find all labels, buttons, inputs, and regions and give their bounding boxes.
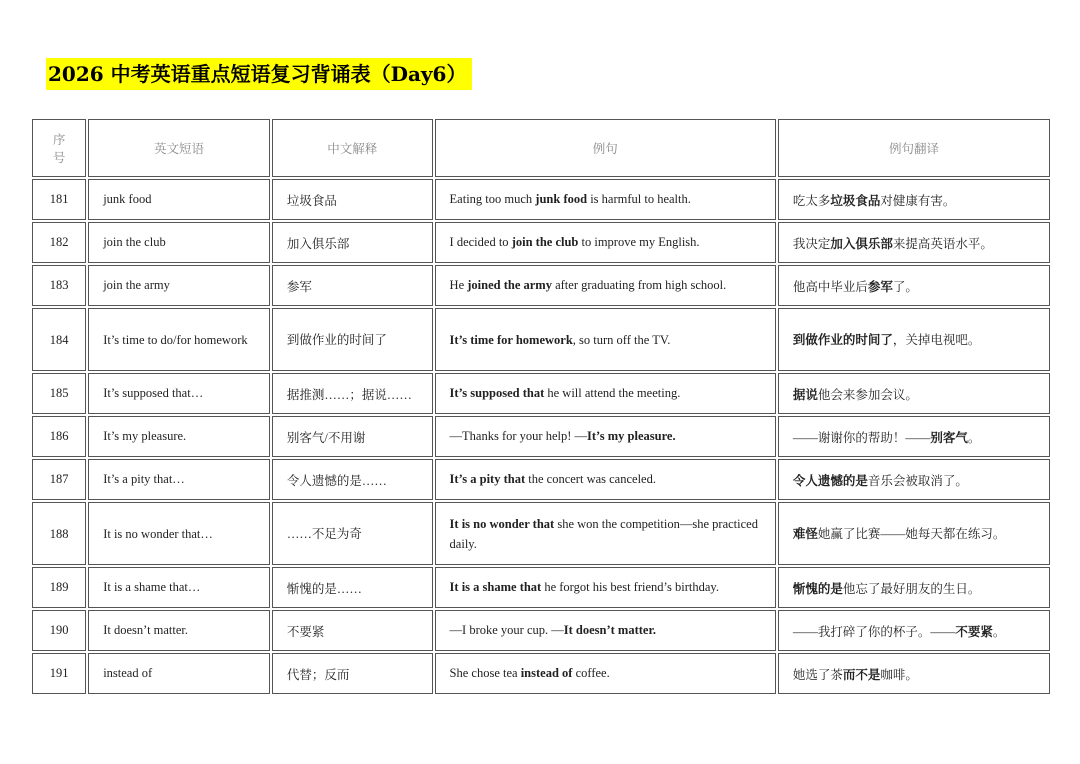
plain-text: I decided to	[449, 235, 512, 249]
example-sentence	[435, 459, 776, 500]
example-sentence	[435, 502, 776, 565]
header-translation: 例句翻译	[778, 119, 1050, 177]
plain-text: 对健康有害。	[880, 193, 956, 208]
highlight-text: 难怪	[792, 526, 818, 541]
plain-text: 咖啡。	[880, 667, 918, 682]
plain-text: is harmful to health.	[587, 192, 691, 206]
example-sentence	[435, 222, 776, 263]
plain-text: she won the competition—she practiced daily.	[449, 516, 758, 551]
plain-text: —Thanks for your help! —	[449, 429, 588, 443]
example-translation	[778, 179, 1050, 220]
highlight-text: 据说	[792, 387, 818, 402]
plain-text: He	[449, 278, 468, 292]
english-phrase: It’s my pleasure.	[88, 416, 270, 457]
highlight-text: junk food	[535, 192, 588, 206]
plain-text: 她赢了比赛——她每天都在练习。	[817, 526, 1006, 541]
row-number: 182	[32, 222, 86, 263]
row-number: 188	[32, 502, 86, 565]
plain-text: he forgot his best friend’s birthday.	[541, 580, 719, 594]
chinese-meaning: 到做作业的时间了	[272, 308, 433, 371]
english-phrase: It’s time to do/for homework	[88, 308, 270, 371]
plain-text: to improve my English.	[578, 235, 700, 249]
header-example: 例句	[435, 119, 776, 177]
plain-text: She chose tea	[449, 666, 521, 680]
table-row	[32, 459, 1050, 500]
plain-text: ，关掉电视吧。	[892, 332, 981, 347]
example-translation	[778, 222, 1050, 263]
row-number: 181	[32, 179, 86, 220]
table-row	[32, 308, 1050, 371]
plain-text: 我决定	[792, 236, 831, 251]
plain-text: he will attend the meeting.	[544, 386, 681, 400]
chinese-meaning: 惭愧的是……	[272, 567, 433, 608]
table-row	[32, 567, 1050, 608]
highlight-text: It’s my pleasure.	[587, 429, 676, 443]
chinese-meaning: 不要紧	[272, 610, 433, 651]
chinese-meaning: 代替；反而	[272, 653, 433, 694]
header-number-line2: 号	[52, 151, 66, 165]
plain-text: 他忘了最好朋友的生日。	[842, 581, 981, 596]
plain-text: , so turn off the TV.	[572, 332, 671, 347]
plain-text: ——谢谢你的帮助！——	[792, 430, 931, 445]
row-number: 190	[32, 610, 86, 651]
chinese-meaning: 据推测……；据说……	[272, 373, 433, 414]
example-translation	[778, 567, 1050, 608]
highlight-text: It is a shame that	[449, 580, 542, 594]
english-phrase: It doesn’t matter.	[88, 610, 270, 651]
plain-text: coffee.	[572, 666, 610, 680]
table-row	[32, 502, 1050, 565]
page-title: 2026 中考英语重点短语复习背诵表（Day6）	[46, 58, 472, 90]
example-translation	[778, 308, 1050, 371]
table-row	[32, 265, 1050, 306]
highlight-text: It’s supposed that	[449, 386, 545, 400]
highlight-text: 不要紧	[955, 624, 993, 639]
example-translation	[778, 265, 1050, 306]
row-number: 184	[32, 308, 86, 371]
english-phrase: join the club	[88, 222, 270, 263]
plain-text: 了。	[892, 279, 918, 294]
english-phrase: It’s supposed that…	[88, 373, 270, 414]
plain-text: 吃太多	[792, 193, 831, 208]
highlight-text: It is no wonder that	[449, 516, 555, 531]
phrase-table	[30, 117, 1052, 696]
example-sentence	[435, 416, 776, 457]
plain-text: 音乐会被取消了。	[867, 473, 968, 488]
example-translation	[778, 653, 1050, 694]
example-sentence	[435, 308, 776, 371]
english-phrase: It’s a pity that…	[88, 459, 270, 500]
highlight-text: 惭愧的是	[792, 581, 843, 596]
row-number: 191	[32, 653, 86, 694]
table-header-row	[32, 119, 1050, 177]
row-number: 183	[32, 265, 86, 306]
english-phrase: It is a shame that…	[88, 567, 270, 608]
example-translation	[778, 373, 1050, 414]
example-sentence	[435, 610, 776, 651]
plain-text: 来提高英语水平。	[892, 236, 993, 251]
example-sentence	[435, 265, 776, 306]
highlight-text: 参军	[867, 279, 893, 294]
highlight-text: 令人遗憾的是	[792, 473, 868, 488]
example-translation	[778, 610, 1050, 651]
highlight-text: It doesn’t matter.	[563, 623, 656, 637]
header-chinese: 中文解释	[272, 119, 433, 177]
row-number: 186	[32, 416, 86, 457]
english-phrase: instead of	[88, 653, 270, 694]
example-sentence	[435, 373, 776, 414]
highlight-text: 到做作业的时间了	[792, 332, 893, 347]
example-sentence	[435, 567, 776, 608]
row-number: 187	[32, 459, 86, 500]
plain-text: 他会来参加会议。	[817, 387, 918, 402]
plain-text: 。	[992, 624, 1006, 639]
example-translation	[778, 502, 1050, 565]
english-phrase: join the army	[88, 265, 270, 306]
chinese-meaning: 令人遗憾的是……	[272, 459, 433, 500]
chinese-meaning: ……不足为奇	[272, 502, 433, 565]
english-phrase: junk food	[88, 179, 270, 220]
plain-text: ——我打碎了你的杯子。——	[792, 624, 956, 639]
highlight-text: It’s a pity that	[449, 472, 526, 486]
plain-text: —I broke your cup. —	[449, 623, 564, 637]
table-row	[32, 653, 1050, 694]
table-row	[32, 416, 1050, 457]
highlight-text: join the club	[511, 235, 579, 249]
plain-text: 她选了茶	[792, 667, 843, 682]
example-translation	[778, 416, 1050, 457]
highlight-text: 垃圾食品	[830, 193, 881, 208]
plain-text: 他高中毕业后	[792, 279, 868, 294]
chinese-meaning: 垃圾食品	[272, 179, 433, 220]
chinese-meaning: 参军	[272, 265, 433, 306]
header-english: 英文短语	[88, 119, 270, 177]
row-number: 189	[32, 567, 86, 608]
highlight-text: joined the army	[467, 278, 552, 292]
table-row	[32, 610, 1050, 651]
row-number: 185	[32, 373, 86, 414]
chinese-meaning: 加入俱乐部	[272, 222, 433, 263]
example-sentence	[435, 653, 776, 694]
plain-text: after graduating from high school.	[551, 278, 727, 292]
highlight-text: 而不是	[842, 667, 881, 682]
english-phrase: It is no wonder that…	[88, 502, 270, 565]
highlight-text: 加入俱乐部	[830, 236, 893, 251]
table-row	[32, 179, 1050, 220]
highlight-text: instead of	[520, 666, 573, 680]
example-translation	[778, 459, 1050, 500]
highlight-text: 别客气	[930, 430, 968, 445]
example-sentence	[435, 179, 776, 220]
highlight-text: It’s time for homework	[449, 332, 573, 347]
plain-text: 。	[967, 430, 981, 445]
header-number	[32, 119, 86, 177]
plain-text: Eating too much	[449, 192, 536, 206]
chinese-meaning: 别客气/不用谢	[272, 416, 433, 457]
header-number-line1: 序	[52, 133, 66, 147]
table-row	[32, 222, 1050, 263]
plain-text: the concert was canceled.	[525, 472, 656, 486]
table-row	[32, 373, 1050, 414]
